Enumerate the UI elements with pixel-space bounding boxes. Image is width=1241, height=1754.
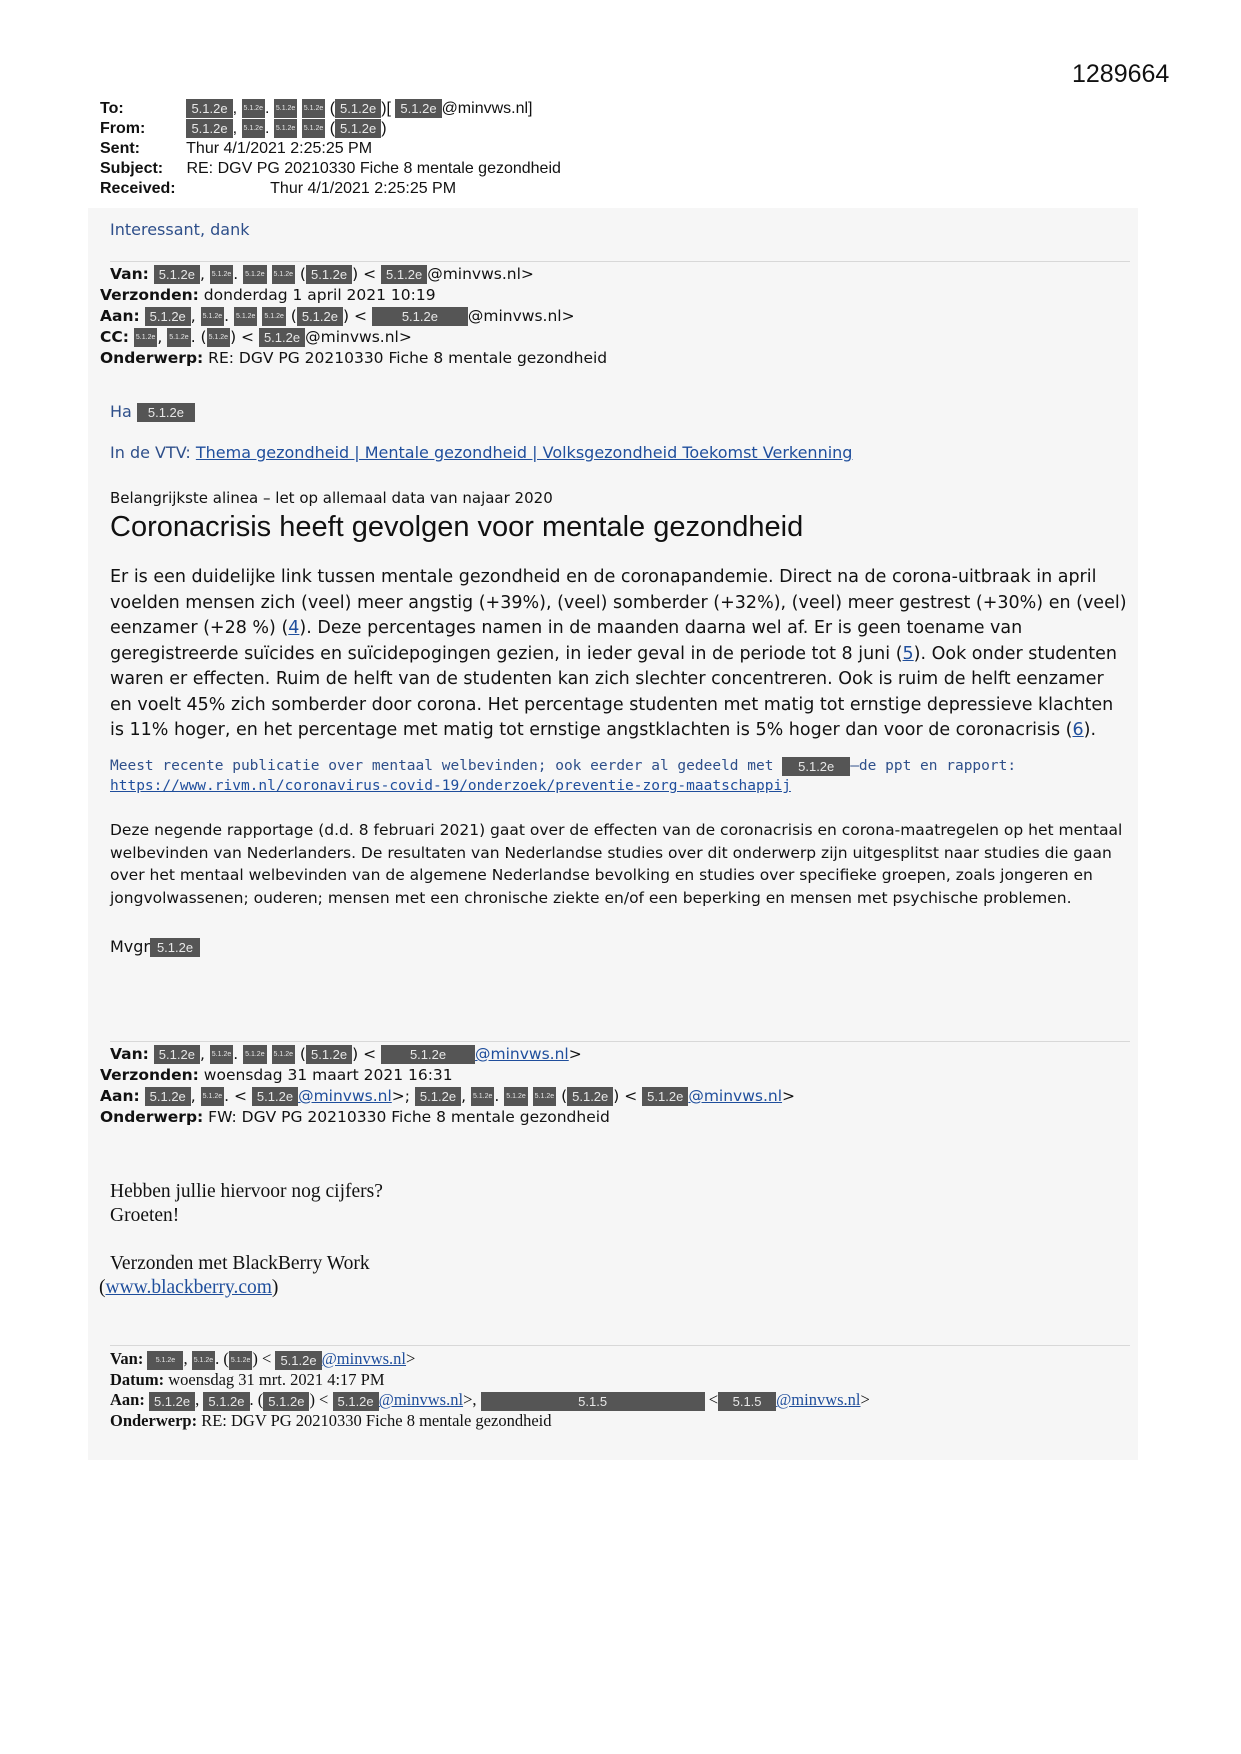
recent-prefix: Meest recente publicatie over mentaal welbevinden; ook eerder al gedeeld met: [110, 758, 774, 774]
body-line: Verzonden met BlackBerry Work: [110, 1253, 370, 1274]
aan-label: Aan:: [100, 1087, 140, 1105]
article-heading: Coronacrisis heeft gevolgen voor mentale gezondheid: [110, 511, 804, 543]
redaction: 5.1.2e: [567, 1087, 613, 1106]
van-label: Van:: [110, 1349, 144, 1368]
divider: [110, 1041, 1130, 1042]
redaction: 5.1.2e: [252, 1087, 298, 1106]
recent-publication: [110, 756, 1016, 796]
redaction: 5.1.2e: [274, 119, 297, 138]
redaction: 5.1.2e: [243, 265, 266, 284]
reference-link[interactable]: 5: [902, 643, 914, 664]
reference-link[interactable]: 6: [1072, 720, 1084, 740]
greeting: [110, 402, 195, 422]
verzonden-value: woensdag 31 maart 2021 16:31: [203, 1066, 453, 1084]
blackberry-link-line: (www.blackberry.com): [99, 1277, 279, 1298]
redaction: 5.1.2e: [167, 328, 190, 347]
email-link[interactable]: @minvws.nl: [776, 1390, 861, 1410]
para-text: Er is een duidelijke link tussen mentale gezondheid en de coronapandemie. Direct na de corona-uitbraak in april voelden mensen zich (veel) meer angstig (+39%), (veel) somberder (+32%), (veel) meer gestrest (+30%) en (veel) eenzamer (+28 %) (: [110, 567, 1127, 638]
email3-header: Van: 5.1.2e , 5.1.2e . ( 5.1.2e ) < 5.1.2e @minvws.nl> Datum: woensdag 31 mrt. 2021 4:17 PM Aan: 5.1.2e , 5.1.2e . ( 5.1.2e ) < 5.1.2e @minvws.nl>, 5.1.5 < 5.1.5 @minvws.nl> Onderwerp: RE: DGV PG 20210330 Fiche 8 mentale gezondheid: [110, 1349, 870, 1430]
redaction: 5.1.2e: [504, 1087, 527, 1106]
redaction: 5.1.2e: [471, 1087, 494, 1106]
email-link[interactable]: @minvws.nl: [475, 1045, 569, 1063]
redaction: 5.1.2e: [335, 119, 381, 138]
received-value: Thur 4/1/2021 2:25:25 PM: [270, 180, 457, 197]
redaction: 5.1.2e: [201, 307, 224, 326]
report-paragraph: Deze negende rapportage (d.d. 8 februari 2021) gaat over de effecten van de coronacrisis en corona-maatregelen op het mentaal welbevinden van Nederlanders. De resultaten van Nederlandse studies over dit onderwerp zijn uitgesplitst naar studies die gaan over het mentaal welbevinden van de algemene Nederlandse bevolking en studies over specifieke groepen, zoals jongeren en jongvolwassenen; ouderen; mensen met een chronische ziekte en/of een beperking en mensen met psychische problemen.: [110, 821, 1123, 907]
redaction: 5.1.2e: [272, 265, 295, 284]
email-domain: @minvws.nl>: [467, 307, 575, 325]
para-text: ).: [1083, 720, 1097, 740]
vtv-line: [110, 443, 852, 462]
van-label: Van:: [110, 1045, 149, 1063]
redaction: 5.1.2e: [372, 307, 468, 326]
redaction: 5.1.2e: [207, 328, 230, 347]
verzonden-label: Verzonden:: [100, 1066, 199, 1084]
redaction: 5.1.2e: [234, 307, 257, 326]
onderwerp-label: Onderwerp:: [110, 1410, 198, 1430]
recent-suffix: –de ppt en rapport:: [850, 758, 1017, 774]
redaction: 5.1.2e: [242, 119, 265, 138]
redaction: 5.1.2e: [533, 1087, 556, 1106]
article-paragraph: [110, 565, 1130, 744]
redaction: 5.1.2e: [297, 307, 343, 326]
email-link[interactable]: @minvws.nl: [688, 1087, 783, 1105]
redaction: 5.1.2e: [306, 265, 352, 284]
redaction: 5.1.2e: [203, 1392, 249, 1411]
redaction: 5.1.2e: [243, 1045, 266, 1064]
redaction: 5.1.2e: [186, 119, 232, 138]
signoff-text: Mvgr: [110, 937, 151, 956]
redaction: 5.1.2e: [263, 1392, 309, 1411]
redaction: 5.1.2e: [150, 938, 200, 957]
onderwerp-label: Onderwerp:: [100, 1108, 204, 1126]
cc-label: CC:: [100, 328, 129, 346]
redaction: 5.1.2e: [154, 265, 200, 284]
redaction: 5.1.2e: [147, 1351, 183, 1370]
redaction: 5.1.2e: [275, 1351, 321, 1370]
divider: [110, 1345, 1130, 1346]
redaction: 5.1.5: [718, 1392, 776, 1411]
redaction: 5.1.2e: [242, 99, 265, 118]
redaction: 5.1.2e: [210, 265, 233, 284]
redaction: 5.1.2e: [415, 1087, 461, 1106]
redaction: 5.1.2e: [272, 1045, 295, 1064]
document-number: 1289664: [1072, 60, 1170, 88]
redaction: 5.1.2e: [395, 99, 441, 118]
redaction: 5.1.2e: [192, 1351, 215, 1370]
reference-link[interactable]: 4: [288, 618, 300, 638]
email-link[interactable]: @minvws.nl: [378, 1390, 464, 1410]
datum-value: woensdag 31 mrt. 2021 4:17 PM: [168, 1369, 385, 1389]
redaction: 5.1.2e: [259, 328, 305, 347]
from-label: From:: [100, 120, 146, 137]
redaction: 5.1.2e: [154, 1045, 200, 1064]
aan-label: Aan:: [100, 307, 140, 325]
email-link[interactable]: @minvws.nl: [298, 1087, 392, 1105]
greeting-text: Ha: [110, 402, 132, 421]
received-label: Received:: [100, 180, 176, 197]
redaction: 5.1.2e: [333, 1392, 379, 1411]
blackberry-link[interactable]: www.blackberry.com: [105, 1277, 272, 1298]
onderwerp-value: FW: DGV PG 20210330 Fiche 8 mentale gezondheid: [208, 1108, 610, 1126]
signoff: [110, 937, 200, 957]
note: Belangrijkste alinea – let op allemaal data van najaar 2020: [110, 489, 553, 507]
email-domain: @minvws.nl>: [427, 265, 534, 283]
subject-label: Subject:: [100, 160, 164, 177]
subject-value: RE: DGV PG 20210330 Fiche 8 mentale gezondheid: [186, 160, 561, 177]
redaction: 5.1.2e: [302, 99, 325, 118]
redaction: 5.1.2e: [335, 99, 381, 118]
vtv-prefix: In de VTV:: [110, 443, 191, 462]
email-domain: @minvws.nl>: [305, 328, 412, 346]
para-text: ). Deze percentages namen in de maanden daarna wel af. Er is geen toename van geregistreerde suïcides en suïcidepogingen gezien, in ieder geval in de periode tot 8 juni (: [110, 618, 1023, 664]
redaction: 5.1.2e: [302, 119, 325, 138]
redaction: 5.1.2e: [229, 1351, 252, 1370]
to-domain: @minvws.nl]: [441, 100, 533, 117]
sent-label: Sent:: [100, 140, 140, 157]
divider: [110, 261, 1130, 262]
redaction: 5.1.2e: [137, 403, 195, 422]
redaction: 5.1.2e: [210, 1045, 233, 1064]
redaction: 5.1.2e: [149, 1392, 195, 1411]
verzonden-label: Verzonden:: [100, 286, 199, 304]
verzonden-value: donderdag 1 april 2021 10:19: [203, 286, 436, 304]
redaction: 5.1.2e: [782, 757, 850, 776]
redaction: 5.1.2e: [145, 307, 191, 326]
sent-value: Thur 4/1/2021 2:25:25 PM: [186, 140, 373, 157]
rivm-link[interactable]: https://www.rivm.nl/coronavirus-covid-19/onderzoek/preventie-zorg-maatschappij: [110, 778, 791, 794]
redaction: 5.1.2e: [381, 265, 427, 284]
redaction: 5.1.2e: [186, 99, 232, 118]
email2-body: [110, 1180, 383, 1276]
email2-header: Van: 5.1.2e , 5.1.2e . 5.1.2e 5.1.2e ( 5.1.2e ) < 5.1.2e @minvws.nl> Verzonden: woensdag 31 maart 2021 16:31 Aan: 5.1.2e , 5.1.2e . < 5.1.2e @minvws.nl>; 5.1.2e , 5.1.2e . 5.1.2e 5.1.2e ( 5.1.2e ) < 5.1.2e @minvws.nl> Onderwerp: FW: DGV PG 20210330 Fiche 8 mentale gezondheid: [100, 1045, 796, 1126]
redaction: 5.1.2e: [262, 307, 285, 326]
redaction: 5.1.5: [481, 1392, 705, 1411]
para-text: ). Ook onder studenten waren er effecten. Ruim de helft van de studenten kan zich slechter concentreren. Ook is ruim de helft eenzamer en voelt 45% zich somberder door corona. Het percentage studenten met matig tot ernstige depressieve klachten is 11% hoger, en het percentage met matig tot ernstige angstklachten is 5% hoger dan voor de coronacrisis (: [110, 643, 1117, 740]
body-line: Groeten!: [110, 1205, 180, 1226]
redaction: 5.1.2e: [381, 1045, 475, 1064]
redaction: 5.1.2e: [134, 328, 157, 347]
van-label: Van:: [110, 265, 149, 283]
redaction: 5.1.2e: [642, 1087, 688, 1106]
redaction: 5.1.2e: [201, 1087, 224, 1106]
onderwerp-value: RE: DGV PG 20210330 Fiche 8 mentale gezondheid: [208, 349, 608, 367]
redaction: 5.1.2e: [274, 99, 297, 118]
redaction: 5.1.2e: [145, 1087, 191, 1106]
onderwerp-label: Onderwerp:: [100, 349, 204, 367]
email1-header: Van: 5.1.2e , 5.1.2e . 5.1.2e 5.1.2e ( 5.1.2e ) < 5.1.2e @minvws.nl> Verzonden: donderdag 1 april 2021 10:19 Aan: 5.1.2e , 5.1.2e . 5.1.2e 5.1.2e ( 5.1.2e ) < 5.1.2e @minvws.nl> CC: 5.1.2e , 5.1.2e . ( 5.1.2e ) < 5.1.2e @minvws.nl> Onderwerp: RE: DGV PG 20210330 Fiche 8 mentale gezondheid: [100, 265, 608, 367]
vtv-link[interactable]: Thema gezondheid | Mentale gezondheid | Volksgezondheid Toekomst Verkenning: [195, 443, 853, 462]
datum-label: Datum:: [110, 1369, 165, 1389]
reply-text: Interessant, dank: [110, 220, 250, 239]
redaction: 5.1.2e: [306, 1045, 352, 1064]
body-line: Hebben jullie hiervoor nog cijfers?: [110, 1181, 383, 1202]
to-label: To:: [100, 100, 124, 117]
aan-label: Aan:: [110, 1390, 145, 1410]
onderwerp-value: RE: DGV PG 20210330 Fiche 8 mentale gezondheid: [201, 1410, 552, 1430]
outer-header: To: 5.1.2e , 5.1.2e . 5.1.2e 5.1.2e ( 5.1.2e )[ 5.1.2e @minvws.nl] From: 5.1.2e , 5.1.2e . 5.1.2e 5.1.2e ( 5.1.2e ) Sent: Thur 4/1/2021 2:25:25 PM Subject: RE: DGV PG 20210330 Fiche 8 mentale gezondheid Received: Thur 4/1/2021 2:25:25 PM: [100, 100, 561, 197]
email-link[interactable]: @minvws.nl: [321, 1349, 407, 1368]
